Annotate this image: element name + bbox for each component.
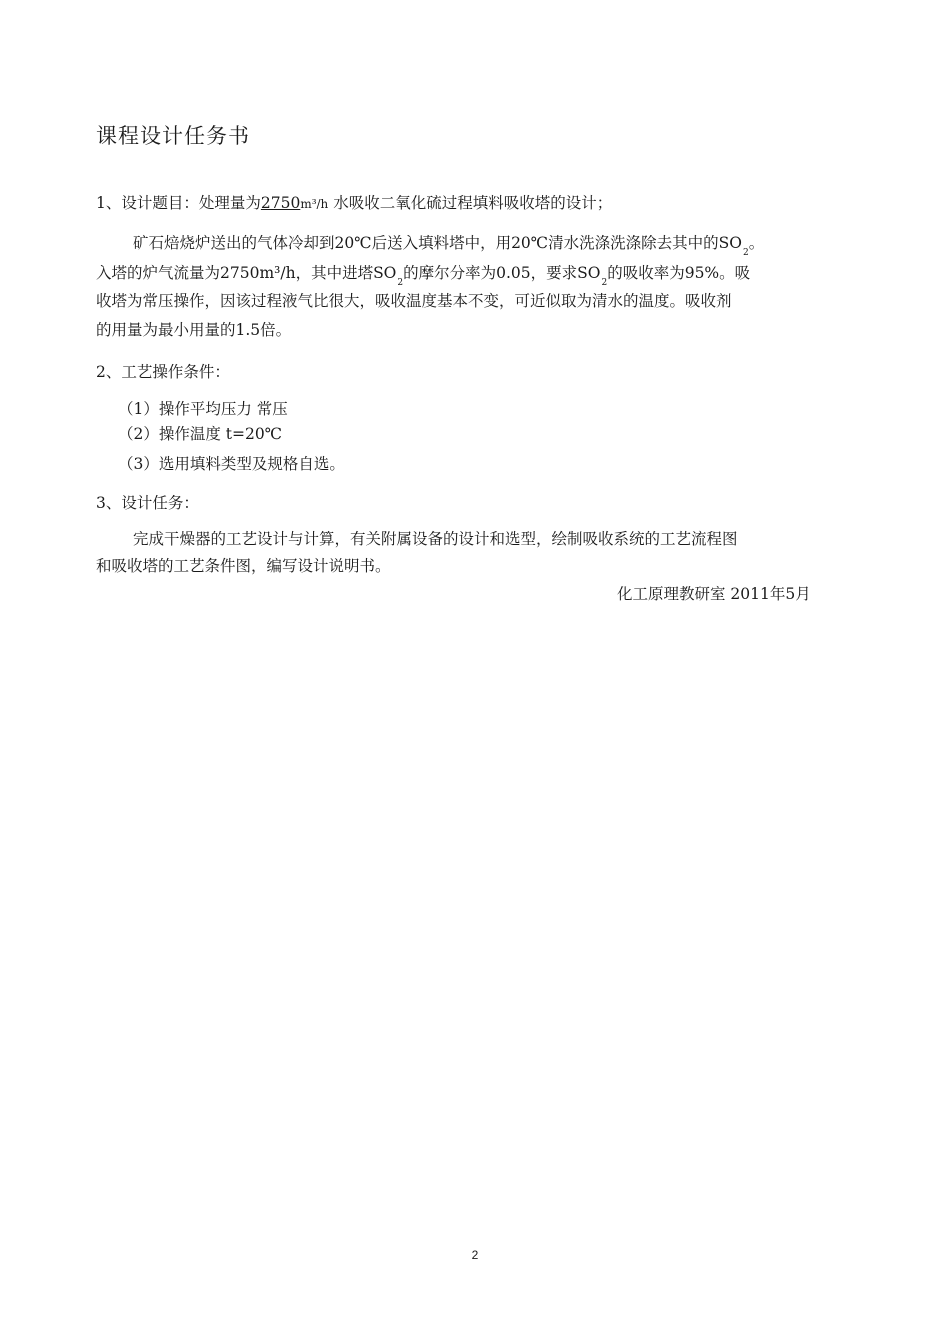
section3-paragraph-line-1: 完成干燥器的工艺设计与计算，有关附属设备的设计和选型，绘制吸收系统的工艺流程图 [133, 530, 738, 548]
section1-heading-prefix: 1、设计题目：处理量为 [96, 194, 261, 212]
subscript: 2 [601, 278, 608, 288]
subscript: 2 [742, 248, 749, 258]
section1-text: 。 [748, 234, 765, 252]
section1-paragraph-line-2 [96, 263, 750, 286]
section1-paragraph-line-4: 的用量为最小用量的1.5倍。 [96, 321, 292, 339]
signature: 化工原理教研室 2011年5月 [617, 585, 811, 603]
section2-heading: 2、工艺操作条件： [96, 363, 230, 381]
page-number: 2 [471, 1248, 479, 1262]
condition-item-packing: （3）选用填料类型及规格自选。 [118, 455, 345, 473]
condition-item-temperature: （2）操作温度 t=20℃ [118, 425, 283, 443]
section1-paragraph-line-3: 收塔为常压操作，因该过程液气比很大，吸收温度基本不变，可近似取为清水的温度。吸收剂 [96, 292, 732, 310]
section1-text: 矿石焙烧炉送出的气体冷却到20℃后送入填料塔中，用20℃清水洗涤洗涤除去其中的SO [133, 234, 742, 252]
section1-text: 的摩尔分率为0.05，要求SO [403, 264, 601, 282]
subscript: 2 [397, 278, 404, 288]
section1-heading [96, 193, 612, 214]
section1-paragraph-line-1 [133, 233, 764, 256]
flow-rate-unit: m³/h [300, 197, 329, 211]
condition-item-pressure: （1）操作平均压力 常压 [118, 400, 288, 418]
section3-paragraph-line-2: 和吸收塔的工艺条件图，编写设计说明书。 [96, 557, 391, 575]
section1-text: 的吸收率为95%。吸 [607, 264, 751, 282]
flow-rate-value: 2750 [260, 194, 301, 212]
section3-heading: 3、设计任务： [96, 494, 199, 512]
section1-text: 入塔的炉气流量为2750m³/h，其中进塔SO [96, 264, 397, 282]
page-title: 课程设计任务书 [96, 124, 250, 148]
section1-heading-suffix: 水吸收二氧化硫过程填料吸收塔的设计； [333, 194, 613, 212]
